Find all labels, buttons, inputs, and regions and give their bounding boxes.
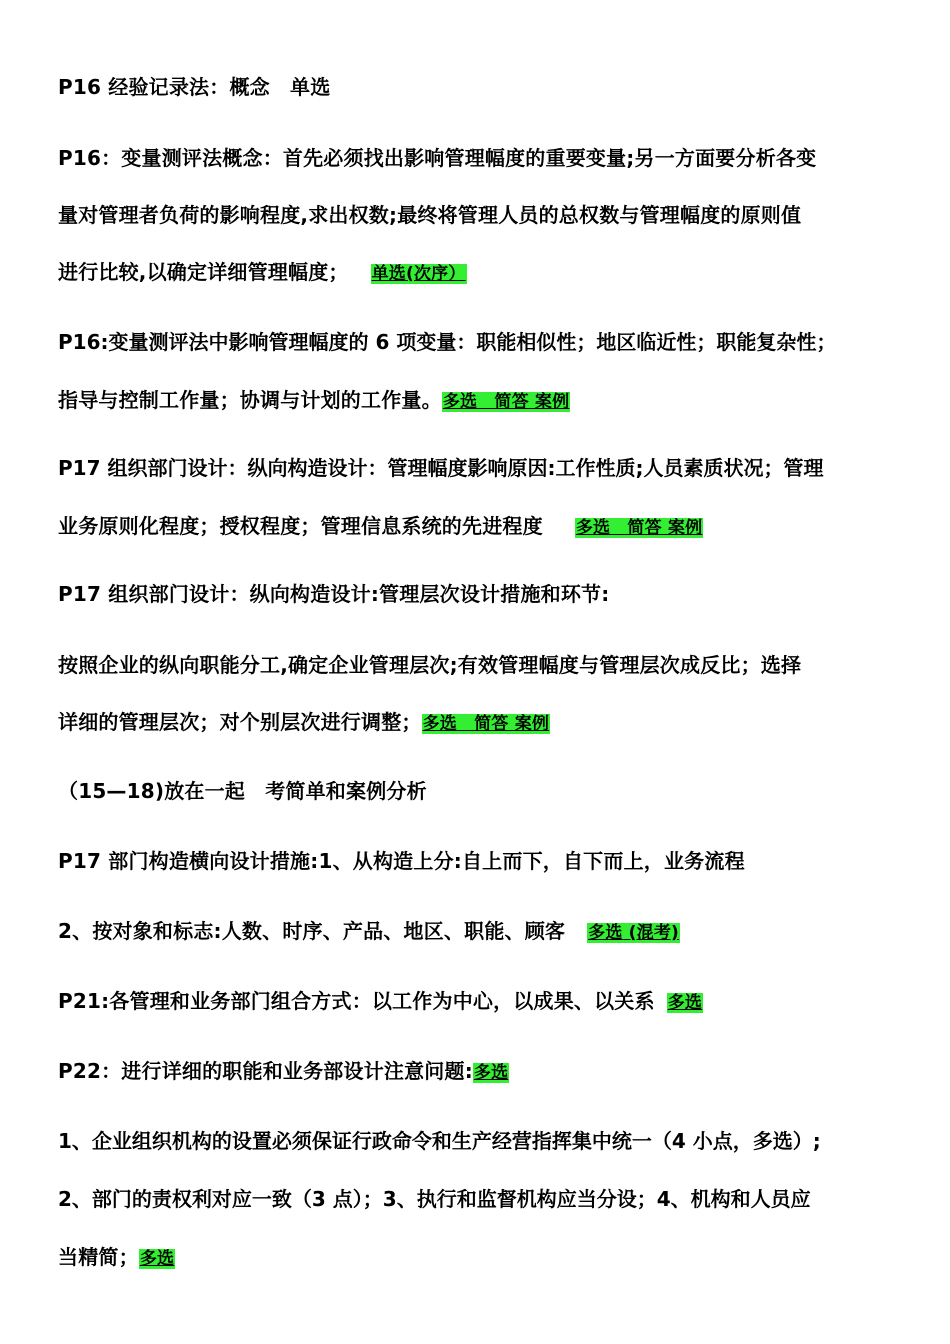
line-2-text: P16：变量测评法概念：首先必须找出影响管理幅度的重要变量;另一方面要分析各变	[58, 146, 817, 170]
line-14-text: 2、按对象和标志:人数、时序、产品、地区、职能、顾客	[58, 919, 566, 943]
line-8-text: 业务原则化程度；授权程度；管理信息系统的先进程度	[58, 514, 543, 538]
line-1	[58, 72, 908, 102]
line-9	[58, 579, 908, 609]
line-11	[58, 707, 908, 739]
line-15	[58, 986, 908, 1018]
line-2	[58, 143, 908, 173]
line-10	[58, 650, 908, 680]
line-14	[58, 916, 908, 948]
line-4-tag: 单选(次序）	[371, 264, 466, 284]
line-11-text: 详细的管理层次；对个别层次进行调整；	[58, 710, 422, 734]
line-8	[58, 511, 908, 543]
line-1-text: P16 经验记录法：概念 单选	[58, 75, 331, 99]
line-13	[58, 846, 908, 876]
line-5-text: P16:变量测评法中影响管理幅度的 6 项变量：职能相似性；地区临近性；职能复杂性；	[58, 330, 837, 354]
line-19-tag: 多选	[139, 1249, 175, 1269]
line-8-tag: 多选 简答 案例	[575, 518, 703, 538]
line-6	[58, 385, 908, 417]
line-5	[58, 327, 908, 357]
line-12	[58, 776, 908, 806]
line-10-text: 按照企业的纵向职能分工,确定企业管理层次;有效管理幅度与管理层次成反比；选择	[58, 653, 802, 677]
line-17-text: 1、企业组织机构的设置必须保证行政命令和生产经营指挥集中统一（4 小点，多选）;	[58, 1129, 821, 1153]
line-4-text: 进行比较,以确定详细管理幅度；	[58, 260, 349, 284]
line-7-text: P17 组织部门设计：纵向构造设计：管理幅度影响原因:工作性质;人员素质状况；管理	[58, 456, 824, 480]
line-18	[58, 1184, 908, 1214]
line-15-text: P21:各管理和业务部门组合方式：以工作为中心，以成果、以关系	[58, 989, 655, 1013]
line-16-text: P22：进行详细的职能和业务部设计注意问题:	[58, 1059, 473, 1083]
line-6-tag: 多选 简答 案例	[442, 392, 570, 412]
line-17	[58, 1126, 908, 1156]
line-6-text: 指导与控制工作量；协调与计划的工作量。	[58, 388, 442, 412]
line-3	[58, 200, 908, 230]
line-14-tag: 多选 (混考)	[588, 923, 679, 943]
line-11-tag: 多选 简答 案例	[422, 714, 550, 734]
line-3-text: 量对管理者负荷的影响程度,求出权数;最终将管理人员的总权数与管理幅度的原则值	[58, 203, 802, 227]
line-15-tag: 多选	[667, 993, 703, 1013]
line-7	[58, 453, 908, 483]
line-19-text: 当精简；	[58, 1245, 139, 1269]
line-13-text: P17 部门构造横向设计措施:1、从构造上分:自上而下，自下而上，业务流程	[58, 849, 745, 873]
line-16	[58, 1056, 908, 1088]
line-18-text: 2、部门的责权利对应一致（3 点）；3、执行和监督机构应当分设；4、机构和人员应	[58, 1187, 811, 1211]
line-4	[58, 257, 908, 289]
line-12-text: （15—18)放在一起 考简单和案例分析	[58, 779, 427, 803]
line-19	[58, 1242, 908, 1274]
line-16-tag: 多选	[473, 1063, 509, 1083]
line-9-text: P17 组织部门设计：纵向构造设计:管理层次设计措施和环节:	[58, 582, 610, 606]
